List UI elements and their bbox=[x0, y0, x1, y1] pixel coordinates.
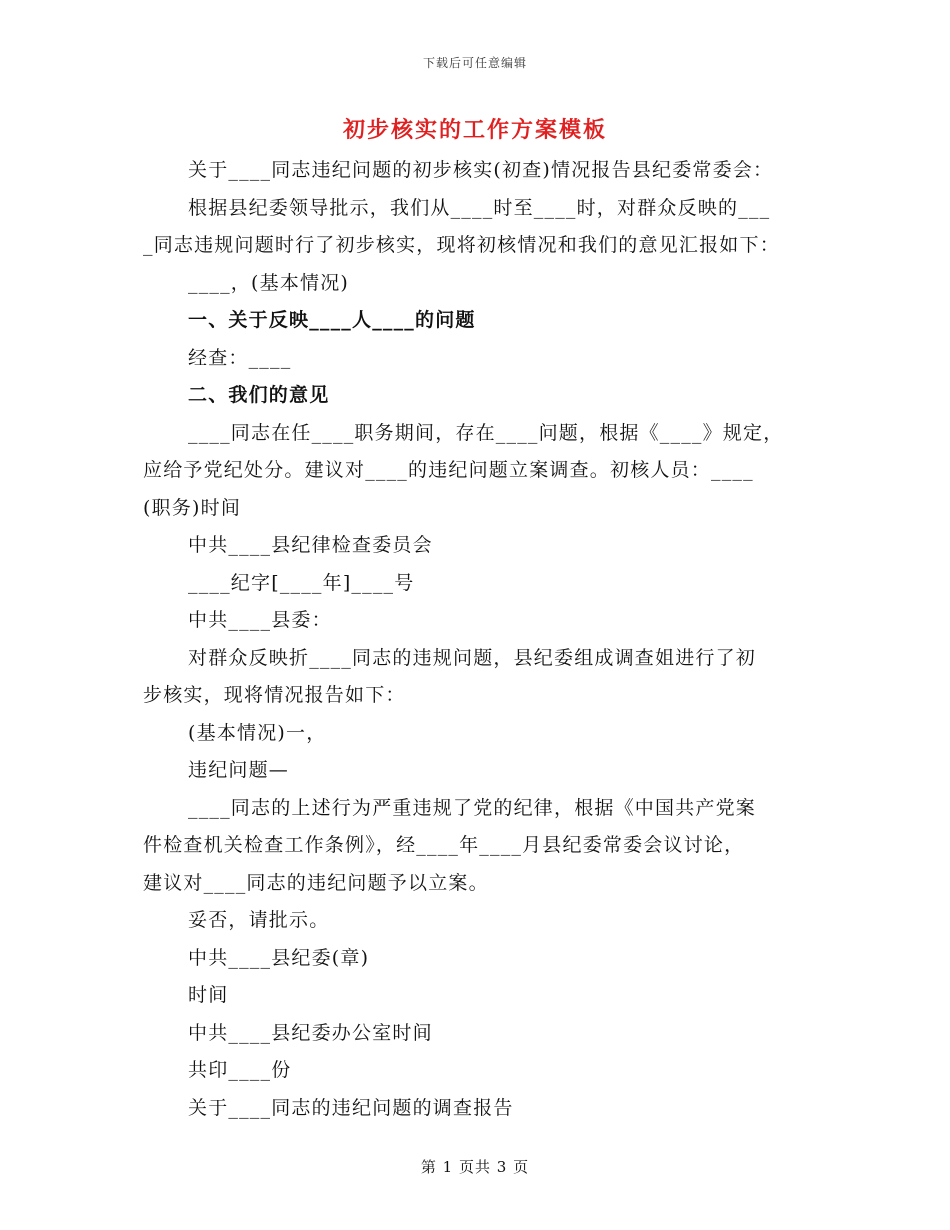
paragraph-line: 步核实，现将情况报告如下： bbox=[143, 684, 406, 706]
paragraph-line: 件检查机关检查工作条例》，经____年____月县纪委常委会议讨论， bbox=[143, 834, 745, 856]
paragraph-line: 中共____县纪委办公室时间 bbox=[188, 1021, 433, 1044]
paragraph-line: 中共____县纪律检查委员会 bbox=[188, 534, 433, 556]
paragraph-line: 中共____县委： bbox=[188, 609, 332, 631]
paragraph-line: 对群众反映折____同志的违规问题，县纪委组成调查姐进行了初 bbox=[188, 646, 757, 669]
paragraph-line: 中共____县纪委(章) bbox=[188, 946, 370, 969]
paragraph-line: 妥否，请批示。 bbox=[188, 909, 330, 931]
paragraph-line: ____同志在任____职务期间，存在____问题，根据《____》规定， bbox=[188, 421, 784, 444]
section-heading: 二、我们的意见 bbox=[188, 384, 330, 406]
section-heading: 一、关于反映____人____的问题 bbox=[188, 309, 476, 331]
paragraph-line: 时间 bbox=[188, 984, 229, 1006]
paragraph-line: 关于____同志违纪问题的初步核实(初查)情况报告县纪委常委会： bbox=[188, 159, 774, 181]
paragraph-line: 违纪问题— bbox=[188, 759, 290, 781]
paragraph-line: 应给予党纪处分。建议对____的违纪问题立案调查。初核人员：____ bbox=[143, 459, 754, 481]
paragraph-line: 建议对____同志的违纪问题予以立案。 bbox=[143, 871, 489, 894]
paragraph-line: _同志违规问题时行了初步核实，现将初核情况和我们的意见汇报如下： bbox=[143, 234, 780, 256]
header-note: 下载后可任意编辑 bbox=[422, 56, 527, 70]
paragraph-line: 共印____份 bbox=[188, 1059, 292, 1081]
document-title: 初步核实的工作方案模板 bbox=[342, 117, 607, 143]
paragraph-line: ____，(基本情况) bbox=[188, 271, 350, 294]
paragraph-line: (职务)时间 bbox=[143, 496, 242, 519]
document-body bbox=[143, 152, 808, 1127]
page-number-footer: 第 1 页共 3 页 bbox=[420, 1158, 530, 1176]
paragraph-line: ____同志的上述行为严重违规了党的纪律，根据《中国共产党案 bbox=[188, 796, 757, 819]
paragraph-line: ____纪字[____年]____号 bbox=[188, 571, 415, 594]
paragraph-line: 根据县纪委领导批示，我们从____时至____时，对群众反映的___ bbox=[188, 196, 771, 219]
paragraph-line: (基本情况)一， bbox=[188, 721, 327, 744]
paragraph-line: 经查：____ bbox=[188, 346, 292, 369]
paragraph-line: 关于____同志的违纪问题的调查报告 bbox=[188, 1096, 514, 1119]
